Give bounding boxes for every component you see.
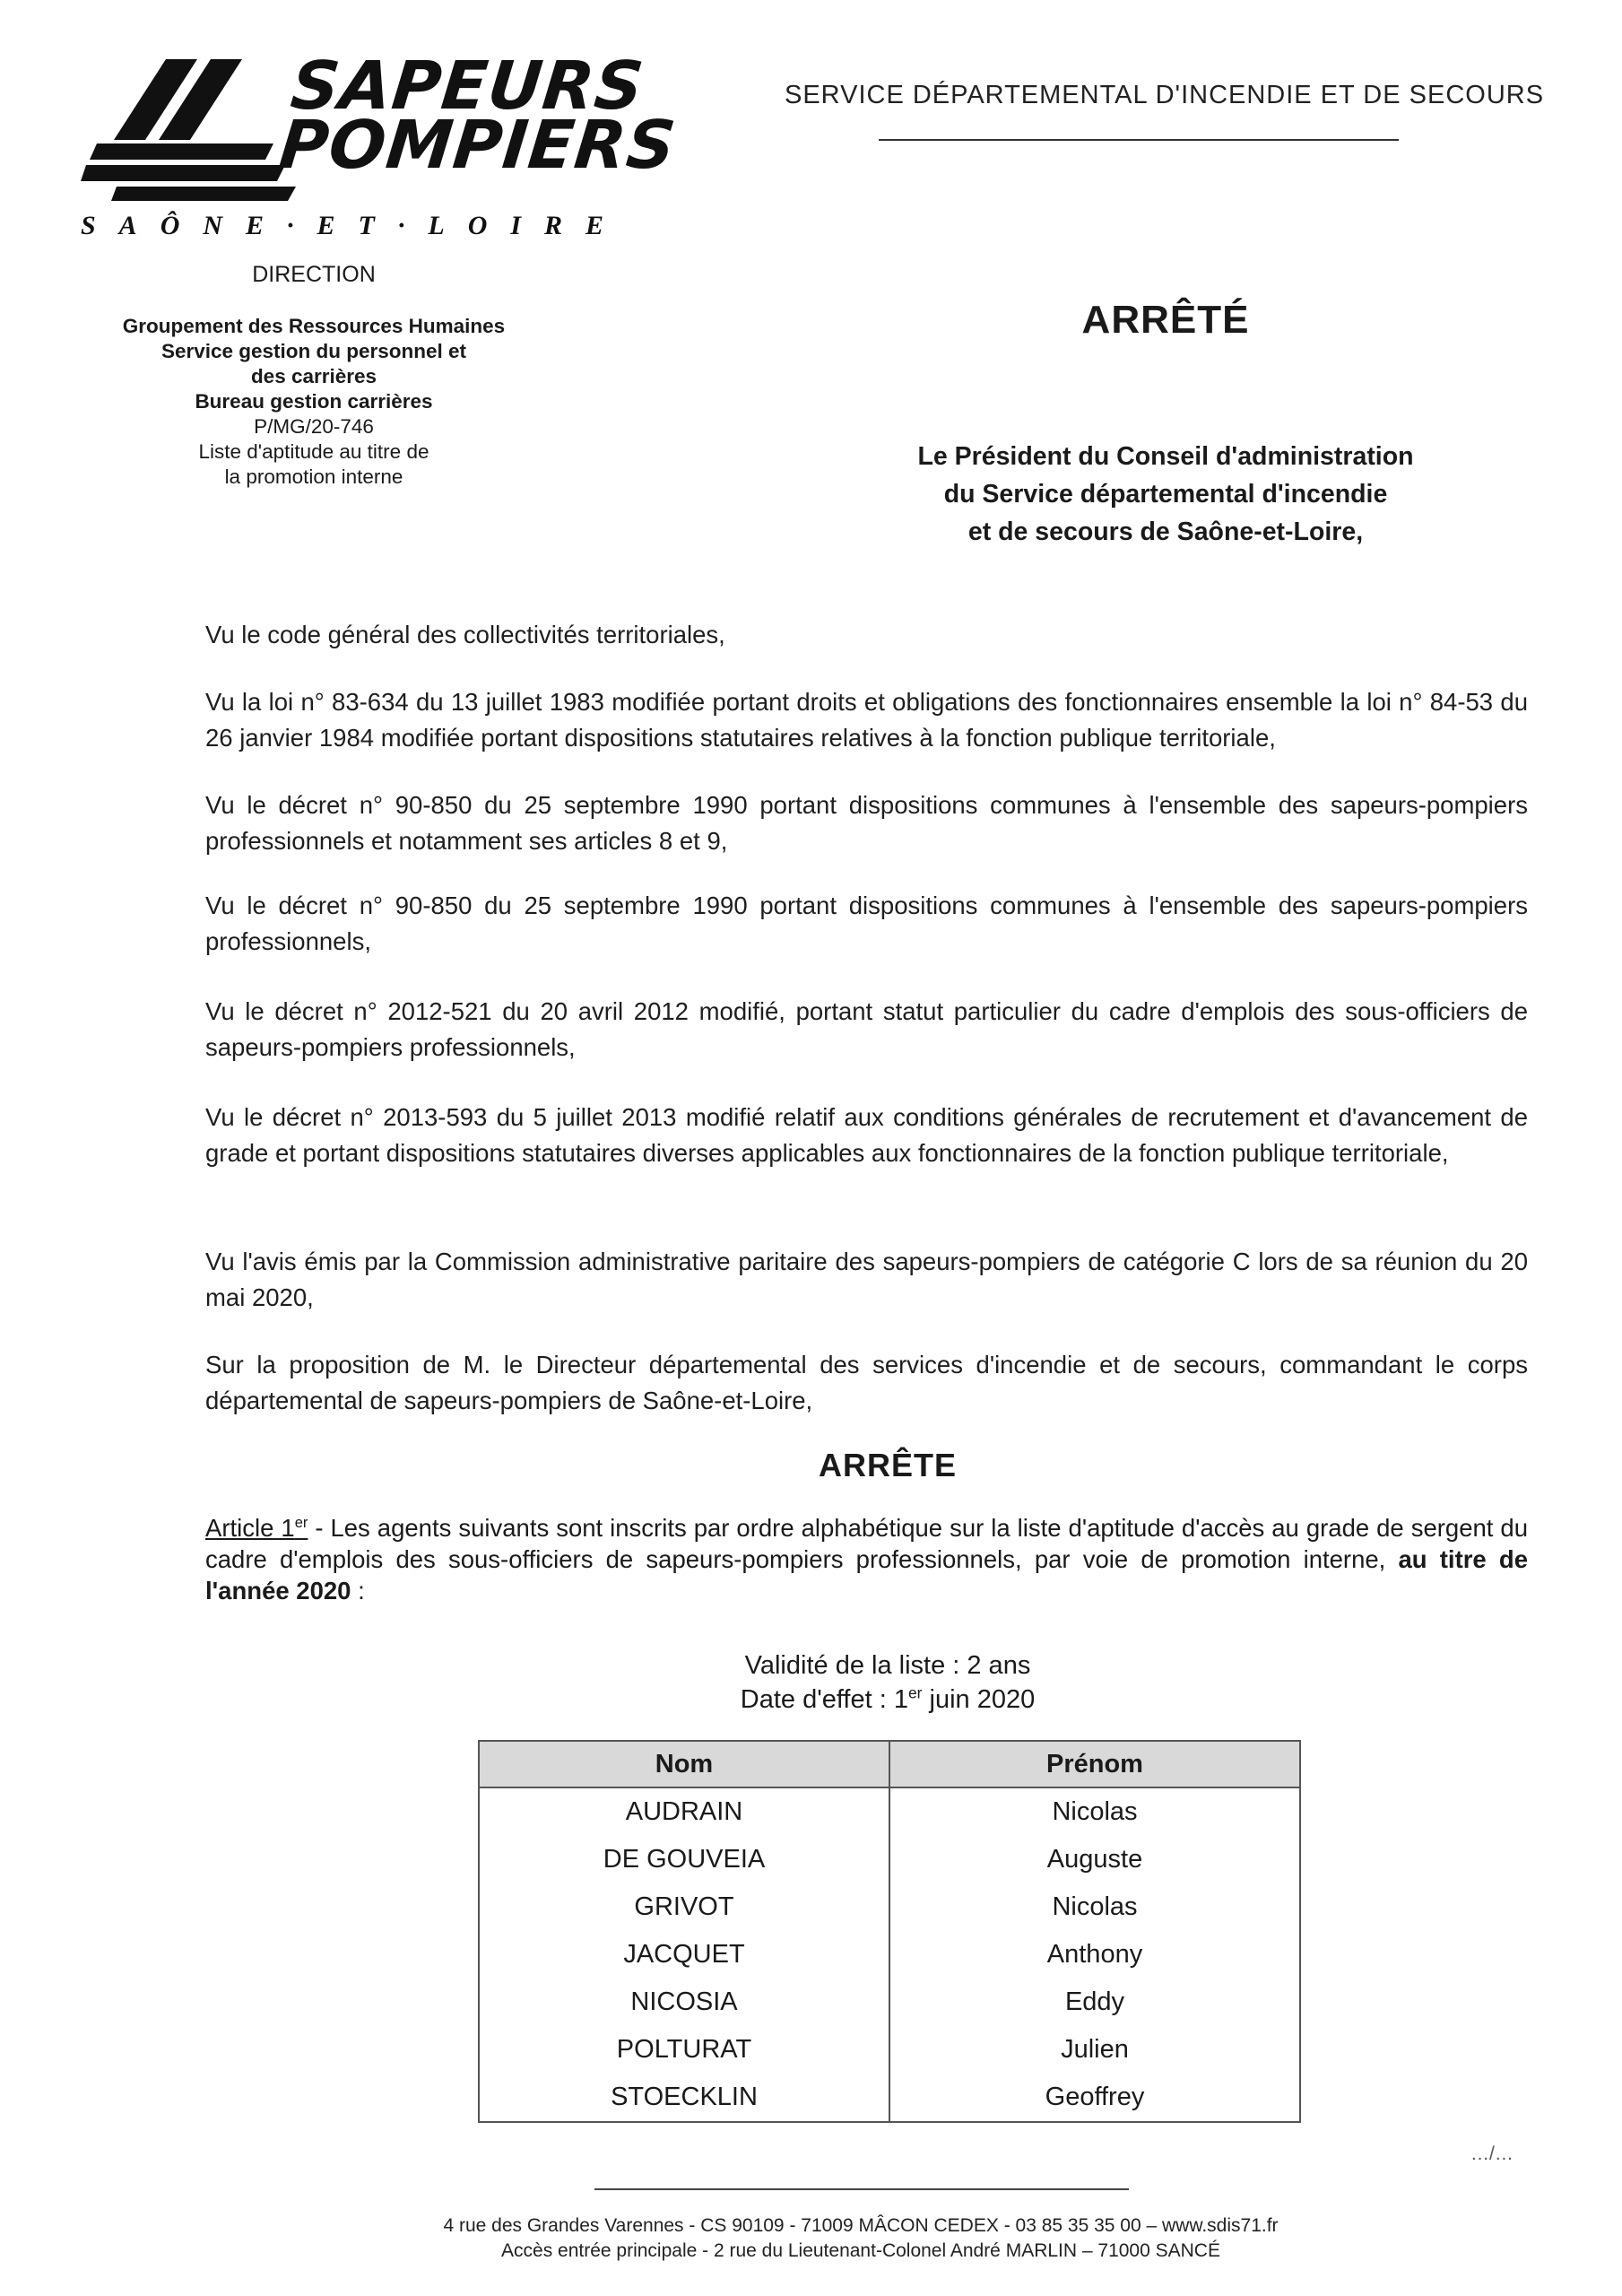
flame-stripes-logo-mark: [81, 54, 296, 202]
article-text: - Les agents suivants sont inscrits par ordre alphabétique sur la liste d'aptitude d'accès au grade de sergent du cadre d'emplois des sous-officiers de sapeurs-pompiers professionnels, par voie de promotion interne,: [205, 1514, 1528, 1573]
column-header-nom: Nom: [479, 1741, 889, 1787]
article-year: au titre de l'année 2020: [205, 1545, 1528, 1605]
table-row: [479, 1931, 1300, 1979]
cell-nom: GRIVOT: [479, 1883, 889, 1931]
dept-line: Groupement des Ressources Humaines: [122, 315, 506, 337]
cell-nom: JACQUET: [479, 1931, 889, 1979]
direction-label: DIRECTION: [252, 262, 376, 287]
dept-line: Bureau gestion carrières: [195, 390, 433, 413]
dept-line: la promotion interne: [224, 465, 403, 488]
considerant-paragraph: Vu l'avis émis par la Commission administrative paritaire des sapeurs-pompiers de catégorie C lors de sa réunion du 20 mai 2020,: [205, 1248, 1528, 1311]
proposition-paragraph: Sur la proposition de M. le Directeur départemental des services d'incendie et de secours, commandant le corps départemental de sapeurs-pompiers de Saône-et-Loire,: [205, 1351, 1528, 1414]
cell-prenom: Geoffrey: [889, 2074, 1300, 2122]
president-line: Le Président du Conseil d'administration: [917, 442, 1414, 471]
logo-word-pompiers: POMPIERS: [275, 107, 680, 184]
validity-duration: Validité de la liste : 2 ans: [744, 1651, 1031, 1680]
cell-nom: STOECKLIN: [479, 2074, 889, 2122]
table-header-row: [479, 1741, 1300, 1787]
table-row: [479, 1883, 1300, 1931]
footer-line: Accès entrée principale - 2 rue du Lieutenant-Colonel André MARLIN – 71000 SANCÉ: [501, 2240, 1220, 2261]
cell-prenom: Eddy: [889, 1979, 1300, 2026]
effective-date: Date d'effet : 1er juin 2020: [740, 1683, 1036, 1714]
agents-table: [478, 1740, 1301, 2123]
considerant-paragraph: Vu le décret n° 2012-521 du 20 avril 2012 modifié, portant statut particulier du cadre d'emplois des sous-officiers de sapeurs-pompiers professionnels,: [205, 997, 1528, 1061]
logo-department: SAÔNE·ET·LOIRE: [81, 211, 628, 240]
considerant-paragraph: Vu le décret n° 2013-593 du 5 juillet 2013 modifié relatif aux conditions générales de recrutement et d'avancement de grade et portant dispositions statutaires diverses applicables aux fonctionnaires de la fonction publique territoriale,: [205, 1103, 1528, 1167]
footer-rule: [594, 2188, 1129, 2190]
sdis-logo: [81, 48, 680, 247]
service-underline: [879, 139, 1399, 141]
footer-address: [269, 2213, 1453, 2264]
service-heading: SERVICE DÉPARTEMENTAL D'INCENDIE ET DE SECOURS: [785, 81, 1545, 109]
article-1: Article 1er - Les agents suivants sont inscrits par ordre alphabétique sur la liste d'aptitude d'accès au grade de sergent du cadre d'emplois des sous-officiers de sapeurs-pompiers professionnels, par voie de promotion interne, au titre de l'année 2020 :: [205, 1514, 1528, 1605]
table-row: [479, 1836, 1300, 1883]
cell-nom: NICOSIA: [479, 1979, 889, 2026]
cell-prenom: Anthony: [889, 1931, 1300, 1979]
dept-line: Liste d'aptitude au titre de: [198, 440, 429, 463]
dept-line: des carrières: [250, 365, 377, 387]
footer-line: 4 rue des Grandes Varennes - CS 90109 - 71009 MÂCON CEDEX - 03 85 35 35 00 – www.sdis71.fr: [443, 2215, 1279, 2236]
cell-prenom: Julien: [889, 2026, 1300, 2074]
president-line: et de secours de Saône-et-Loire,: [967, 517, 1364, 546]
cell-prenom: Nicolas: [889, 1787, 1300, 1836]
president-line: du Service départemental d'incendie: [943, 480, 1388, 509]
table-row: [479, 1787, 1300, 1836]
cell-prenom: Auguste: [889, 1836, 1300, 1883]
logo-word-sapeurs: SAPEURS: [287, 48, 648, 125]
reference-number: P/MG/20-746: [254, 415, 374, 438]
article-label: Article 1er: [205, 1514, 308, 1542]
continuation-mark: …/…: [1470, 2144, 1514, 2164]
table-row: [479, 2074, 1300, 2122]
document-title: ARRÊTÉ: [1081, 298, 1250, 342]
table-row: [479, 2026, 1300, 2074]
cell-nom: DE GOUVEIA: [479, 1836, 889, 1883]
considerant-paragraph: Vu le décret n° 90-850 du 25 septembre 1990 portant dispositions communes à l'ensemble des sapeurs-pompiers professionnels et notamment ses articles 8 et 9,: [205, 791, 1528, 855]
column-header-prenom: Prénom: [889, 1741, 1300, 1787]
validity-block: [628, 1648, 1148, 1717]
president-block: [897, 438, 1435, 551]
considerant-paragraph: Vu la loi n° 83-634 du 13 juillet 1983 modifiée portant droits et obligations des fonctionnaires ensemble la loi n° 84-53 du 26 janvier 1984 modifiée portant dispositions statutaires relatives à la fonction publique territoriale,: [205, 688, 1528, 752]
department-block: [81, 314, 547, 490]
decision-heading: ARRÊTE: [818, 1447, 957, 1483]
cell-nom: POLTURAT: [479, 2026, 889, 2074]
considerant-paragraph: Vu le code général des collectivités territoriales,: [205, 621, 725, 648]
cell-nom: AUDRAIN: [479, 1787, 889, 1836]
considerant-paragraph: Vu le décret n° 90-850 du 25 septembre 1990 portant dispositions communes à l'ensemble des sapeurs-pompiers professionnels,: [205, 891, 1528, 955]
dept-line: Service gestion du personnel et: [160, 340, 467, 362]
cell-prenom: Nicolas: [889, 1883, 1300, 1931]
table-row: [479, 1979, 1300, 2026]
